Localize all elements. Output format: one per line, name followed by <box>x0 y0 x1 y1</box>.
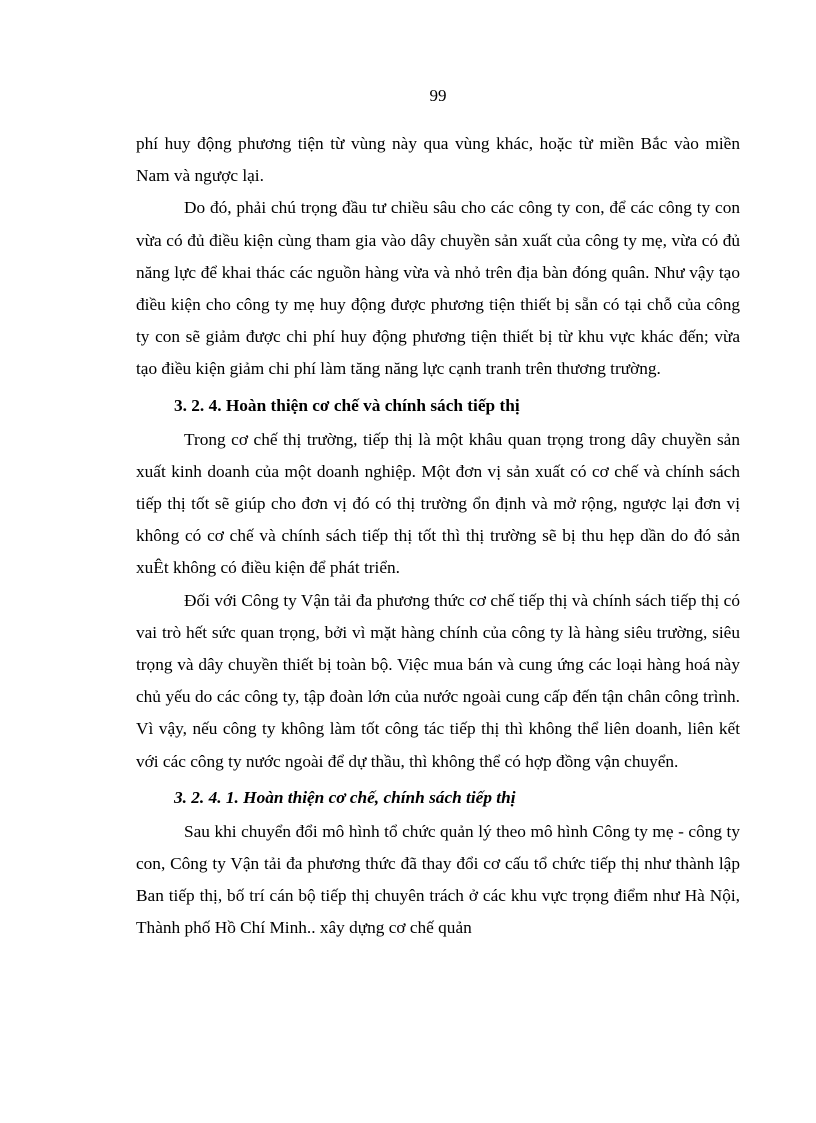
paragraph-investment: Do đó, phải chú trọng đầu tư chiều sâu cho các công ty con, để các công ty con vừa có đủ điều kiện cùng tham gia vào dây chuyền sản xuất của công ty mẹ, vừa có đủ năng lực để khai thác các nguồn hàng vừa và nhỏ trên địa bàn đóng quân. Như vậy tạo điều kiện cho công ty mẹ huy động được phương tiện thiết bị sẵn có tại chỗ của công ty con sẽ giảm được chi phí huy động phương tiện thiết bị từ khu vực khác đến; vừa tạo điều kiện giảm chi phí làm tăng năng lực cạnh tranh trên thương trường. <box>136 198 740 379</box>
paragraph-continuation: phí huy động phương tiện từ vùng này qua vùng khác, hoặc từ miền Bắc vào miền Nam và ngược lại. <box>136 134 740 186</box>
paragraph-marketing-role: Trong cơ chế thị trường, tiếp thị là một khâu quan trọng trong dây chuyền sản xuất kinh doanh của một doanh nghiệp. Một đơn vị sản xuất có cơ chế và chính sách tiếp thị tốt sẽ giúp cho đơn vị đó có thị trường ổn định và mở rộng, ngược lại đơn vị không có cơ chế và chính sách tiếp thị tốt thì thị trường sẽ bị thu hẹp dần do đó sản xuÊt không có điều kiện để phát triển. <box>136 429 740 578</box>
paragraph-company-marketing: Đối với Công ty Vận tải đa phương thức cơ chế tiếp thị và chính sách tiếp thị có vai trò hết sức quan trọng, bởi vì mặt hàng chính của công ty là hàng siêu trường, siêu trọng và dây chuyền thiết bị toàn bộ. Việc mua bán và cung ứng các loại hàng hoá này chủ yếu do các công ty, tập đoàn lớn của nước ngoài cung cấp đến tận chân công trình. Vì vậy, nếu công ty không làm tốt công tác tiếp thị thì không thể liên doanh, liên kết với các công ty nước ngoài để dự thầu, thì không thể có hợp đồng vận chuyển. <box>136 590 740 771</box>
section-heading: 3. 2. 4. Hoàn thiện cơ chế và chính sách tiếp thị <box>174 395 520 415</box>
subsection-heading: 3. 2. 4. 1. Hoàn thiện cơ chế, chính sách tiếp thị <box>174 787 516 807</box>
page-number: 99 <box>429 86 447 105</box>
document-body <box>136 128 740 945</box>
paragraph-restructure: Sau khi chuyển đổi mô hình tổ chức quản lý theo mô hình Công ty mẹ - công ty con, Công ty Vận tải đa phương thức đã thay đổi cơ cấu tổ chức tiếp thị như thành lập Ban tiếp thị, bố trí cán bộ tiếp thị chuyên trách ở các khu vực trọng điểm như Hà Nội, Thành phố Hồ Chí Minh.. xây dựng cơ chế quản <box>136 821 740 938</box>
